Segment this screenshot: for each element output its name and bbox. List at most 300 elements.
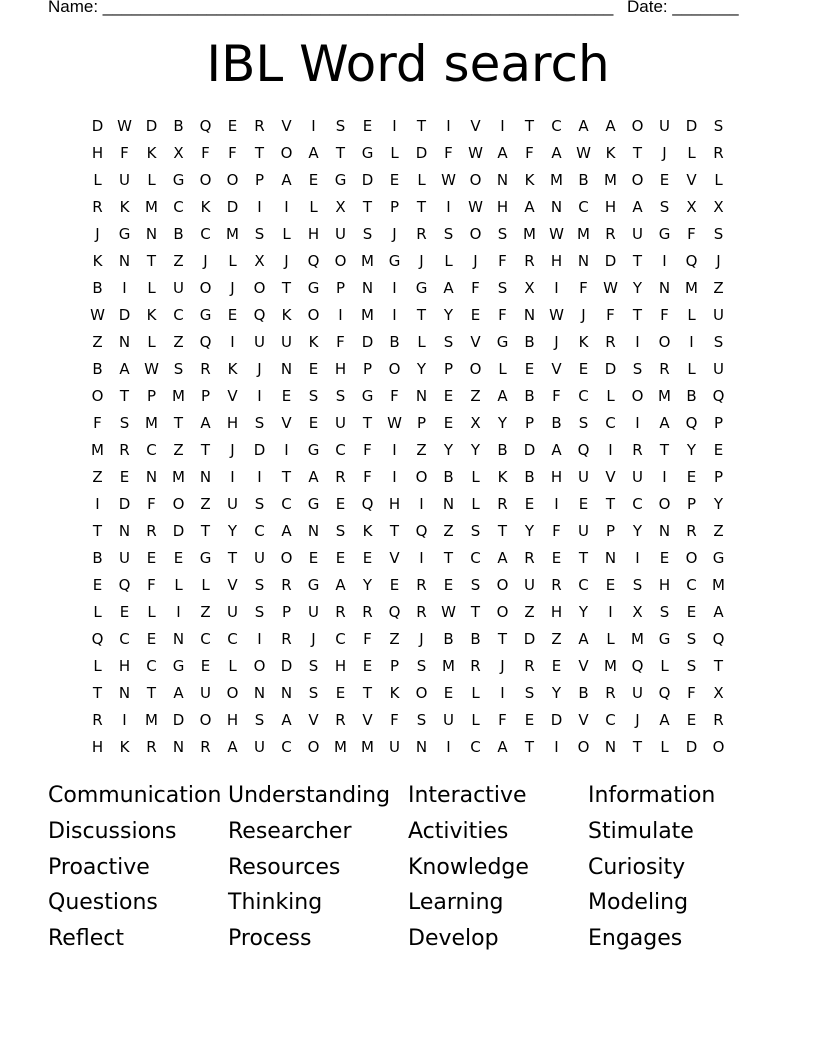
grid-letter: T: [335, 143, 346, 162]
grid-letter: K: [281, 305, 292, 324]
grid-letter: Y: [416, 359, 427, 378]
grid-row: [84, 382, 732, 409]
grid-letter: B: [686, 386, 697, 405]
grid-letter: I: [392, 278, 397, 297]
grid-letter: Q: [712, 629, 725, 648]
grid-letter: J: [554, 332, 559, 351]
grid-row: [84, 733, 732, 760]
grid-letter: P: [713, 467, 724, 486]
grid-letter: A: [497, 548, 508, 567]
grid-letter: T: [92, 683, 103, 702]
grid-letter: M: [172, 386, 185, 405]
word-list-item: Reflect: [48, 926, 124, 952]
grid-letter: X: [335, 197, 346, 216]
word-list-item: Questions: [48, 890, 158, 916]
grid-letter: L: [282, 224, 291, 243]
grid-letter: N: [199, 467, 212, 486]
grid-row: [84, 166, 732, 193]
grid-letter: M: [604, 170, 617, 189]
grid-letter: L: [417, 170, 426, 189]
grid-letter: D: [361, 170, 374, 189]
grid-letter: H: [226, 413, 239, 432]
grid-letter: D: [118, 305, 131, 324]
grid-letter: R: [713, 143, 724, 162]
grid-letter: I: [230, 332, 235, 351]
grid-letter: S: [686, 656, 697, 675]
grid-letter: E: [119, 467, 130, 486]
grid-letter: I: [635, 413, 640, 432]
grid-letter: K: [524, 170, 535, 189]
grid-letter: E: [686, 710, 697, 729]
grid-letter: C: [470, 737, 481, 756]
grid-letter: L: [93, 170, 102, 189]
grid-letter: E: [362, 656, 373, 675]
grid-letter: K: [119, 737, 130, 756]
grid-letter: L: [228, 251, 237, 270]
grid-letter: L: [147, 332, 156, 351]
grid-letter: S: [254, 575, 265, 594]
grid-letter: T: [632, 143, 643, 162]
grid-letter: R: [632, 440, 643, 459]
grid-letter: Z: [173, 440, 184, 459]
grid-letter: O: [199, 170, 212, 189]
grid-row: [84, 328, 732, 355]
grid-letter: E: [146, 629, 157, 648]
grid-letter: C: [551, 116, 562, 135]
grid-letter: O: [253, 656, 266, 675]
word-list-item: Engages: [588, 926, 683, 952]
grid-letter: T: [146, 251, 157, 270]
grid-letter: G: [307, 575, 320, 594]
grid-letter: M: [442, 656, 455, 675]
grid-letter: W: [387, 413, 402, 432]
grid-letter: S: [713, 116, 724, 135]
grid-letter: O: [280, 548, 293, 567]
grid-letter: O: [280, 143, 293, 162]
grid-letter: L: [444, 251, 453, 270]
grid-letter: I: [419, 494, 424, 513]
grid-letter: S: [497, 278, 508, 297]
grid-letter: F: [498, 710, 507, 729]
grid-letter: S: [308, 386, 319, 405]
grid-letter: N: [145, 224, 158, 243]
grid-letter: M: [658, 386, 671, 405]
grid-letter: D: [685, 737, 698, 756]
grid-letter: Z: [200, 602, 211, 621]
grid-letter: I: [392, 467, 397, 486]
grid-letter: C: [578, 197, 589, 216]
word-list-item: Proactive: [48, 854, 150, 880]
grid-letter: A: [200, 413, 211, 432]
grid-letter: N: [415, 386, 428, 405]
grid-letter: C: [632, 494, 643, 513]
grid-letter: Q: [631, 656, 644, 675]
grid-letter: I: [608, 602, 613, 621]
grid-letter: J: [473, 251, 478, 270]
grid-letter: U: [119, 170, 130, 189]
grid-letter: I: [311, 116, 316, 135]
grid-letter: O: [577, 737, 590, 756]
grid-letter: L: [309, 197, 318, 216]
grid-letter: N: [118, 332, 131, 351]
grid-letter: F: [525, 143, 534, 162]
grid-letter: M: [91, 440, 104, 459]
grid-letter: D: [91, 116, 104, 135]
grid-letter: A: [497, 386, 508, 405]
grid-letter: O: [334, 251, 347, 270]
grid-letter: V: [389, 548, 400, 567]
grid-letter: P: [362, 359, 373, 378]
grid-letter: C: [281, 494, 292, 513]
grid-letter: D: [280, 656, 293, 675]
grid-letter: S: [713, 224, 724, 243]
grid-letter: E: [200, 656, 211, 675]
grid-letter: S: [659, 197, 670, 216]
grid-letter: T: [632, 737, 643, 756]
grid-row: [84, 625, 732, 652]
grid-letter: I: [392, 440, 397, 459]
word-list-item: Communication: [48, 783, 222, 808]
grid-letter: D: [172, 710, 185, 729]
grid-letter: S: [335, 386, 346, 405]
grid-letter: B: [524, 386, 535, 405]
grid-letter: U: [254, 332, 265, 351]
grid-letter: Q: [199, 332, 212, 351]
grid-letter: F: [552, 521, 561, 540]
date-field[interactable]: Date: _______: [627, 0, 739, 16]
grid-letter: G: [388, 251, 401, 270]
grid-letter: K: [92, 251, 103, 270]
grid-letter: E: [443, 386, 454, 405]
grid-letter: L: [147, 602, 156, 621]
grid-letter: I: [392, 305, 397, 324]
grid-letter: W: [441, 602, 456, 621]
grid-letter: M: [550, 170, 563, 189]
grid-letter: T: [254, 143, 265, 162]
grid-letter: W: [90, 305, 105, 324]
word-list-item: Discussions: [48, 818, 177, 844]
grid-letter: Z: [713, 278, 724, 297]
grid-letter: Z: [92, 467, 103, 486]
grid-letter: U: [389, 737, 400, 756]
grid-letter: F: [606, 305, 615, 324]
grid-letter: U: [119, 548, 130, 567]
grid-letter: D: [361, 332, 374, 351]
grid-letter: K: [578, 332, 589, 351]
grid-letter: E: [308, 548, 319, 567]
grid-letter: U: [578, 467, 589, 486]
grid-row: [84, 220, 732, 247]
grid-letter: P: [146, 386, 157, 405]
grid-letter: O: [496, 602, 509, 621]
grid-letter: F: [228, 143, 237, 162]
grid-letter: E: [362, 548, 373, 567]
grid-letter: D: [685, 116, 698, 135]
grid-letter: W: [441, 170, 456, 189]
grid-letter: M: [577, 224, 590, 243]
grid-letter: O: [685, 548, 698, 567]
grid-letter: Q: [685, 251, 698, 270]
grid-letter: A: [551, 143, 562, 162]
grid-letter: R: [92, 710, 103, 729]
grid-letter: K: [146, 143, 157, 162]
grid-letter: X: [632, 602, 643, 621]
grid-letter: F: [579, 278, 588, 297]
grid-letter: A: [308, 467, 319, 486]
grid-letter: T: [146, 683, 157, 702]
grid-letter: T: [281, 278, 292, 297]
grid-letter: U: [713, 305, 724, 324]
grid-letter: U: [632, 224, 643, 243]
grid-letter: N: [118, 521, 131, 540]
grid-letter: R: [146, 521, 157, 540]
grid-row: [84, 274, 732, 301]
grid-letter: B: [92, 278, 103, 297]
grid-letter: A: [659, 710, 670, 729]
grid-letter: M: [604, 656, 617, 675]
grid-letter: R: [497, 494, 508, 513]
grid-row: [84, 355, 732, 382]
grid-letter: Q: [388, 602, 401, 621]
grid-letter: V: [281, 413, 292, 432]
grid-letter: G: [307, 494, 320, 513]
grid-letter: L: [93, 656, 102, 675]
grid-letter: B: [173, 224, 184, 243]
grid-letter: C: [335, 629, 346, 648]
grid-letter: W: [549, 224, 564, 243]
grid-letter: R: [659, 359, 670, 378]
grid-letter: N: [145, 467, 158, 486]
word-list-item: Resources: [228, 854, 341, 880]
grid-row: [84, 301, 732, 328]
grid-letter: M: [145, 197, 158, 216]
grid-letter: R: [713, 710, 724, 729]
grid-letter: F: [201, 143, 210, 162]
grid-letter: K: [146, 305, 157, 324]
grid-letter: O: [469, 224, 482, 243]
grid-letter: V: [686, 170, 697, 189]
grid-letter: Z: [389, 629, 400, 648]
grid-letter: B: [92, 548, 103, 567]
grid-letter: U: [335, 413, 346, 432]
grid-letter: A: [443, 278, 454, 297]
grid-letter: B: [578, 170, 589, 189]
grid-letter: N: [280, 683, 293, 702]
grid-letter: N: [118, 683, 131, 702]
grid-letter: I: [689, 332, 694, 351]
grid-letter: W: [549, 305, 564, 324]
grid-letter: R: [524, 251, 535, 270]
grid-letter: I: [662, 251, 667, 270]
grid-letter: C: [686, 575, 697, 594]
grid-letter: T: [524, 737, 535, 756]
grid-letter: E: [308, 359, 319, 378]
grid-letter: O: [469, 359, 482, 378]
grid-letter: C: [200, 224, 211, 243]
grid-letter: N: [577, 251, 590, 270]
grid-letter: I: [446, 197, 451, 216]
grid-letter: R: [686, 521, 697, 540]
grid-letter: F: [336, 332, 345, 351]
grid-letter: C: [470, 548, 481, 567]
grid-letter: L: [471, 683, 480, 702]
grid-letter: J: [581, 305, 586, 324]
grid-row: [84, 679, 732, 706]
grid-row: [84, 112, 732, 139]
word-list-item: Learning: [408, 890, 504, 916]
word-list-item: Develop: [408, 926, 499, 952]
grid-letter: G: [415, 278, 428, 297]
grid-letter: L: [147, 278, 156, 297]
name-field[interactable]: Name: ______________________________________________________: [48, 0, 614, 16]
grid-letter: H: [550, 251, 563, 270]
grid-letter: H: [550, 467, 563, 486]
grid-letter: P: [254, 170, 265, 189]
grid-letter: L: [93, 602, 102, 621]
grid-letter: F: [552, 386, 561, 405]
grid-letter: C: [227, 629, 238, 648]
grid-letter: M: [172, 467, 185, 486]
grid-letter: E: [389, 575, 400, 594]
grid-letter: D: [523, 629, 536, 648]
grid-letter: I: [554, 737, 559, 756]
grid-letter: O: [631, 386, 644, 405]
grid-letter: S: [632, 359, 643, 378]
grid-letter: S: [173, 359, 184, 378]
grid-letter: C: [605, 710, 616, 729]
grid-letter: E: [551, 656, 562, 675]
grid-letter: W: [468, 197, 483, 216]
grid-letter: Q: [253, 305, 266, 324]
grid-letter: S: [713, 332, 724, 351]
grid-letter: W: [117, 116, 132, 135]
grid-letter: O: [496, 575, 509, 594]
grid-letter: J: [662, 143, 667, 162]
grid-letter: F: [660, 305, 669, 324]
grid-letter: F: [498, 305, 507, 324]
grid-letter: L: [714, 170, 723, 189]
grid-letter: S: [254, 494, 265, 513]
grid-letter: R: [281, 575, 292, 594]
grid-letter: E: [470, 305, 481, 324]
grid-letter: F: [363, 467, 372, 486]
grid-letter: I: [419, 548, 424, 567]
grid-letter: E: [146, 548, 157, 567]
grid-letter: S: [254, 224, 265, 243]
grid-letter: E: [362, 116, 373, 135]
grid-row: [84, 544, 732, 571]
grid-letter: C: [173, 197, 184, 216]
grid-letter: J: [95, 224, 100, 243]
letter-grid: [84, 112, 732, 760]
grid-letter: Q: [118, 575, 131, 594]
grid-letter: C: [254, 521, 265, 540]
grid-letter: G: [658, 224, 671, 243]
grid-letter: J: [230, 440, 235, 459]
grid-letter: E: [524, 494, 535, 513]
grid-letter: F: [390, 386, 399, 405]
grid-letter: T: [200, 440, 211, 459]
grid-letter: J: [500, 656, 505, 675]
grid-letter: K: [200, 197, 211, 216]
grid-letter: G: [361, 386, 374, 405]
grid-letter: P: [389, 197, 400, 216]
grid-letter: Q: [712, 386, 725, 405]
grid-letter: H: [334, 656, 347, 675]
grid-letter: L: [228, 656, 237, 675]
grid-letter: A: [281, 521, 292, 540]
grid-letter: S: [335, 116, 346, 135]
grid-letter: W: [603, 278, 618, 297]
grid-row: [84, 490, 732, 517]
grid-letter: S: [659, 602, 670, 621]
grid-letter: R: [119, 440, 130, 459]
grid-letter: F: [147, 494, 156, 513]
grid-letter: E: [713, 440, 724, 459]
grid-letter: T: [578, 548, 589, 567]
grid-letter: Y: [443, 440, 454, 459]
grid-letter: U: [524, 575, 535, 594]
grid-letter: T: [281, 467, 292, 486]
grid-letter: A: [173, 683, 184, 702]
grid-letter: A: [605, 116, 616, 135]
word-list-item: Knowledge: [408, 854, 529, 880]
grid-letter: L: [660, 656, 669, 675]
grid-letter: O: [91, 386, 104, 405]
grid-letter: L: [687, 305, 696, 324]
grid-letter: B: [173, 116, 184, 135]
grid-letter: U: [281, 332, 292, 351]
grid-letter: Z: [713, 521, 724, 540]
grid-letter: P: [443, 359, 454, 378]
grid-letter: N: [118, 251, 131, 270]
grid-letter: S: [443, 332, 454, 351]
grid-letter: H: [604, 197, 617, 216]
grid-letter: T: [362, 683, 373, 702]
word-list-item: Information: [588, 783, 716, 808]
grid-letter: S: [686, 629, 697, 648]
grid-letter: N: [658, 521, 671, 540]
grid-letter: I: [446, 116, 451, 135]
grid-letter: O: [415, 683, 428, 702]
grid-letter: S: [254, 413, 265, 432]
grid-letter: A: [497, 737, 508, 756]
grid-letter: I: [284, 440, 289, 459]
grid-letter: L: [687, 359, 696, 378]
grid-letter: I: [230, 467, 235, 486]
grid-letter: E: [524, 710, 535, 729]
grid-letter: E: [227, 116, 238, 135]
grid-letter: R: [362, 602, 373, 621]
grid-letter: X: [173, 143, 184, 162]
grid-letter: J: [635, 710, 640, 729]
grid-letter: I: [554, 278, 559, 297]
grid-letter: S: [308, 656, 319, 675]
grid-letter: V: [470, 116, 481, 135]
grid-letter: V: [578, 710, 589, 729]
grid-letter: Q: [577, 440, 590, 459]
grid-letter: I: [554, 494, 559, 513]
grid-letter: K: [119, 197, 130, 216]
word-list-item: Researcher: [228, 818, 352, 844]
grid-letter: Q: [658, 683, 671, 702]
grid-letter: I: [392, 116, 397, 135]
grid-letter: M: [334, 737, 347, 756]
grid-letter: N: [172, 737, 185, 756]
grid-letter: Y: [362, 575, 373, 594]
grid-letter: I: [176, 602, 181, 621]
grid-letter: E: [686, 467, 697, 486]
